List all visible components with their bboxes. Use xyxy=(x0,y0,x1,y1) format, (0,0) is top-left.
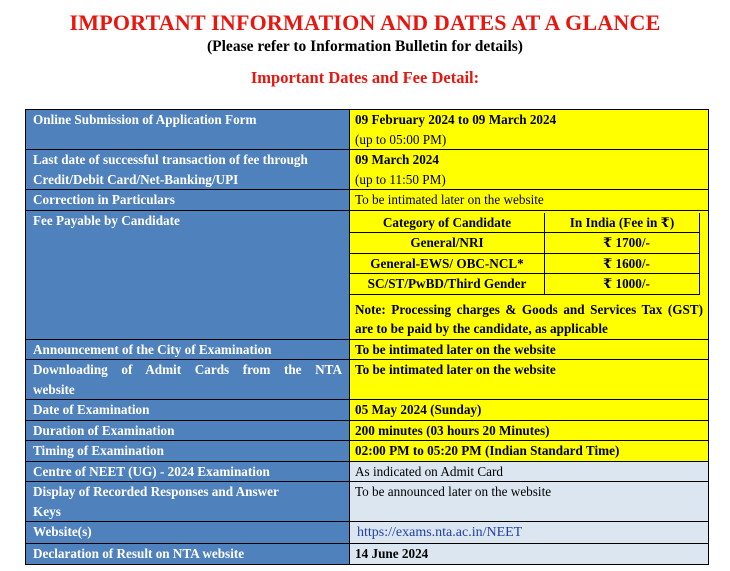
dates-fee-table xyxy=(25,109,709,565)
table-row-result xyxy=(26,543,708,564)
row-label xyxy=(26,150,350,189)
table-row-responses xyxy=(26,481,708,521)
row-label: Website(s) xyxy=(26,522,350,543)
table-row-city-announcement xyxy=(26,339,708,360)
row-value: 14 June 2024 xyxy=(350,544,708,564)
table-row-timing xyxy=(26,440,708,461)
fee-category: General/NRI xyxy=(350,233,545,253)
value-line: 09 February 2024 to 09 March 2024 xyxy=(355,112,557,127)
row-label: Correction in Particulars xyxy=(26,190,350,210)
row-label: Timing of Examination xyxy=(26,441,350,461)
fee-amount: ₹ 1700/- xyxy=(603,235,650,250)
page-subtitle: (Please refer to Information Bulletin for details) xyxy=(207,38,523,55)
row-label: Declaration of Result on NTA website xyxy=(26,544,350,564)
fee-category: SC/ST/PwBD/Third Gender xyxy=(350,274,545,294)
fee-cell xyxy=(350,211,708,339)
section-heading: Important Dates and Fee Detail: xyxy=(250,68,480,87)
fee-header-amount: In India (Fee in ₹) xyxy=(569,214,675,230)
row-value: 200 minutes (03 hours 20 Minutes) xyxy=(350,421,708,441)
row-label: Duration of Examination xyxy=(26,421,350,441)
table-row-exam-date xyxy=(26,399,708,420)
page-title: IMPORTANT INFORMATION AND DATES AT A GLANCE xyxy=(69,10,661,35)
row-value xyxy=(350,150,708,189)
label-line: Display of Recorded Responses and Answer xyxy=(33,484,279,499)
table-row-fee-payable xyxy=(26,210,708,339)
row-label xyxy=(26,360,350,399)
row-value: 02:00 PM to 05:20 PM (Indian Standard Time) xyxy=(350,441,708,461)
fee-header-category: Category of Candidate xyxy=(350,213,545,233)
table-row-duration xyxy=(26,420,708,441)
fee-amount: ₹ 1600/- xyxy=(603,255,650,271)
row-value: As indicated on Admit Card xyxy=(350,462,708,482)
row-value: 05 May 2024 (Sunday) xyxy=(350,400,708,420)
website-link[interactable]: https://exams.nta.ac.in/NEET xyxy=(350,522,708,543)
fee-row xyxy=(350,232,699,253)
label-line: Last date of successful transaction of fee through xyxy=(33,152,308,167)
row-value: To be announced later on the website xyxy=(350,482,708,521)
fee-row xyxy=(350,253,699,274)
table-row-website xyxy=(26,521,708,543)
row-value: To be intimated later on the website xyxy=(350,360,708,399)
fee-amount: ₹ 1000/- xyxy=(603,276,650,291)
table-row-last-date-fee xyxy=(26,149,708,189)
table-row-centre xyxy=(26,461,708,482)
fee-category: General-EWS/ OBC-NCL* xyxy=(350,254,545,274)
row-value: To be intimated later on the website xyxy=(350,340,708,360)
table-row-admit-cards xyxy=(26,359,708,399)
fee-table xyxy=(350,213,700,295)
row-label: Online Submission of Application Form xyxy=(26,110,350,149)
row-label: Fee Payable by Candidate xyxy=(26,211,350,339)
fee-header-row xyxy=(350,213,699,233)
table-row-online-submission xyxy=(26,110,708,149)
label-line: Downloading of Admit Cards from the NTA xyxy=(33,362,342,377)
label-line: Keys xyxy=(33,503,61,519)
fee-note: Note: Processing charges & Goods and Services Tax (GST) are to be paid by the candidate, as applicable xyxy=(355,301,703,336)
value-line: (up to 05:00 PM) xyxy=(355,131,447,147)
value-line: 09 March 2024 xyxy=(355,152,439,167)
fee-row xyxy=(350,273,699,294)
label-line: Credit/Debit Card/Net-Banking/UPI xyxy=(33,171,239,187)
row-value: To be intimated later on the website xyxy=(350,190,708,210)
label-line: website xyxy=(33,381,75,397)
row-label: Announcement of the City of Examination xyxy=(26,340,350,360)
table-row-correction xyxy=(26,189,708,210)
row-label: Date of Examination xyxy=(26,400,350,420)
row-label: Centre of NEET (UG) - 2024 Examination xyxy=(26,462,350,482)
row-value xyxy=(350,110,708,149)
row-label xyxy=(26,482,350,521)
value-line: (up to 11:50 PM) xyxy=(355,171,446,187)
